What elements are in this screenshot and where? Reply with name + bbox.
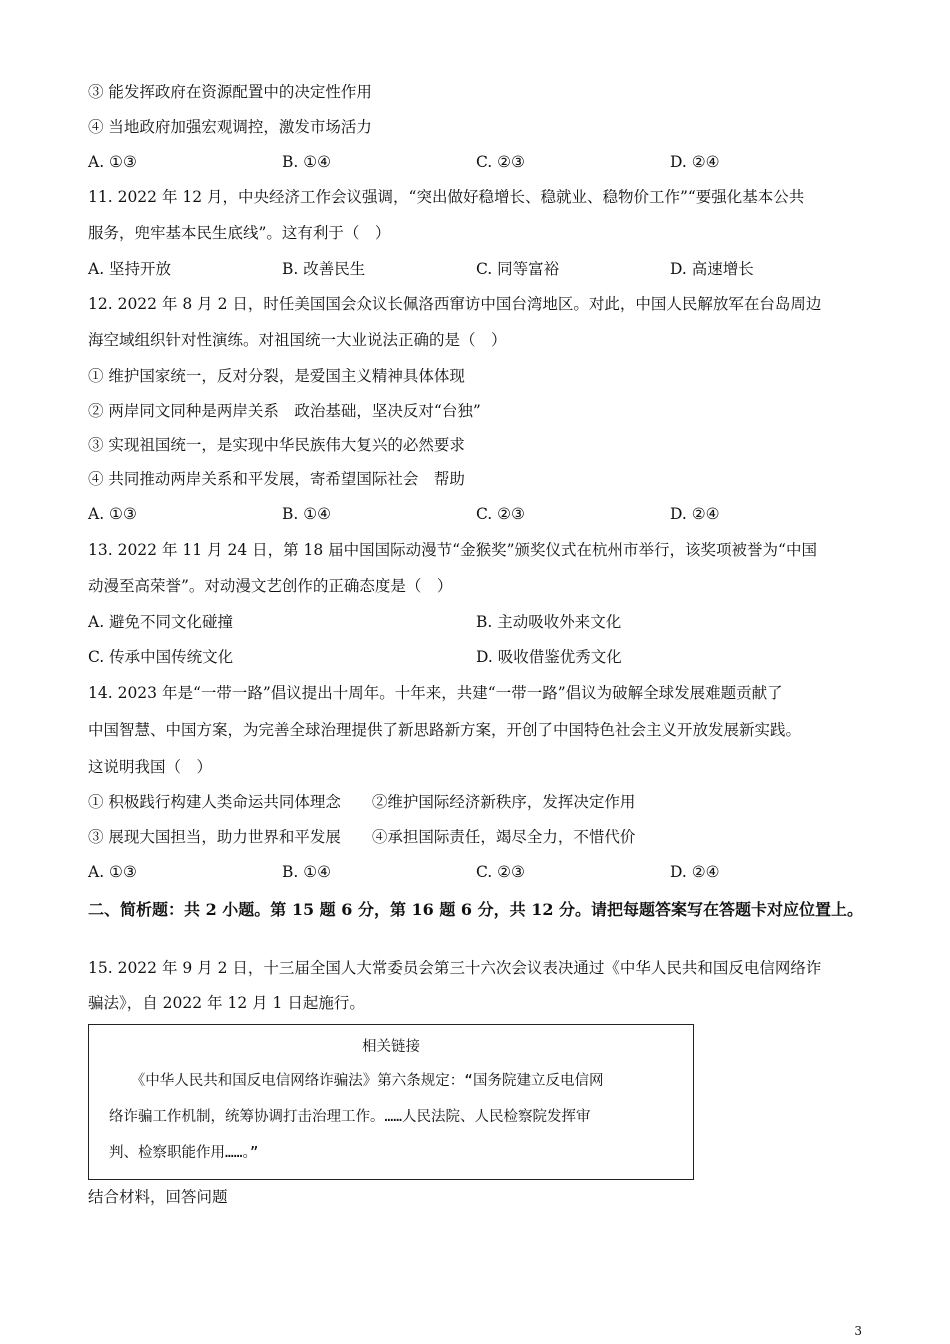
related-link-box [88,1024,694,1180]
q11-option-b: B. 改善民生 [282,260,366,278]
q15-stem-line-1: 15. 2022 年 9 月 2 日，十三届全国人大常委员会第三十六次会议表决通过《中华人民共和国反电信网络诈 [88,959,822,977]
q12-item-3: ③ 实现祖国统一，是实现中华民族伟大复兴的必然要求 [88,436,465,454]
q12-item-4: ④ 共同推动两岸关系和平发展，寄希望国际社会 帮助 [88,470,465,488]
q13-stem-line-2: 动漫至高荣誉”。对动漫文艺创作的正确态度是（ ） [88,577,453,595]
q14-option-a: A. ①③ [88,863,137,881]
related-link-line-1: 《中华人民共和国反电信网络诈骗法》第六条规定：“国务院建立反电信网 [109,1073,604,1089]
related-link-line-2: 络诈骗工作机制，统筹协调打击治理工作。……人民法院、人民检察院发挥审 [109,1109,591,1125]
q12-stem-line-1: 12. 2022 年 8 月 2 日，时任美国国会众议长佩洛西窜访中国台湾地区。对此，中国人民解放军在台岛周边 [88,295,822,313]
q12-item-2: ② 两岸同文同种是两岸关系 政治基础，坚决反对“台独” [88,402,481,420]
q11-option-a: A. 坚持开放 [88,260,172,278]
q13-option-c: C. 传承中国传统文化 [88,648,234,666]
q14-option-b: B. ①④ [282,863,332,881]
q13-option-b: B. 主动吸收外来文化 [476,613,622,631]
related-link-line-3: 判、检察职能作用……。” [109,1145,259,1161]
section-heading: 二、简析题：共 2 小题。第 15 题 6 分，第 16 题 6 分，共 12 分。请把每题答案写在答题卡对应位置上。 [88,900,864,919]
q10-item-3: ③ 能发挥政府在资源配置中的决定性作用 [88,83,372,101]
q15-prompt: 结合材料，回答问题 [88,1188,228,1206]
q10-option-d: D. ②④ [670,153,720,171]
q10-option-b: B. ①④ [282,153,332,171]
q13-option-d: D. 吸收借鉴优秀文化 [476,648,622,666]
q12-option-c: C. ②③ [476,505,525,523]
q10-item-4: ④ 当地政府加强宏观调控，激发市场活力 [88,118,372,136]
q14-items-1-2: ① 积极践行构建人类命运共同体理念 ②维护国际经济新秩序，发挥决定作用 [88,793,636,811]
q15-stem-line-2: 骗法》，自 2022 年 12 月 1 日起施行。 [88,994,365,1012]
q12-option-b: B. ①④ [282,505,332,523]
q10-option-c: C. ②③ [476,153,525,171]
q11-stem-line-1: 11. 2022 年 12 月，中央经济工作会议强调，“突出做好稳增长、稳就业、稳物价工作”“要强化基本公共 [88,188,805,206]
q11-option-c: C. 同等富裕 [476,260,560,278]
q14-stem-line-3: 这说明我国（ ） [88,758,213,776]
q11-stem-line-2: 服务，兜牢基本民生底线”。这有利于（ ） [88,224,391,242]
q13-stem-line-1: 13. 2022 年 11 月 24 日，第 18 届中国国际动漫节“金猴奖”颁奖仪式在杭州市举行，该奖项被誉为“中国 [88,541,817,559]
q12-option-a: A. ①③ [88,505,137,523]
page-number: 3 [854,1324,862,1338]
q13-option-a: A. 避免不同文化碰撞 [88,613,234,631]
q12-stem-line-2: 海空域组织针对性演练。对祖国统一大业说法正确的是（ ） [88,331,507,349]
q14-stem-line-1: 14. 2023 年是“一带一路”倡议提出十周年。十年来，共建“一带一路”倡议为破解全球发展难题贡献了 [88,684,783,702]
q14-stem-line-2: 中国智慧、中国方案，为完善全球治理提供了新思路新方案，开创了中国特色社会主义开放发展新实践。 [88,721,802,739]
q12-option-d: D. ②④ [670,505,720,523]
q12-item-1: ① 维护国家统一，反对分裂，是爱国主义精神具体体现 [88,367,465,385]
q11-option-d: D. 高速增长 [670,260,754,278]
q10-option-a: A. ①③ [88,153,137,171]
q14-option-d: D. ②④ [670,863,720,881]
related-link-title: 相关链接 [362,1039,420,1055]
q14-items-3-4: ③ 展现大国担当，助力世界和平发展 ④承担国际责任，竭尽全力，不惜代价 [88,828,636,846]
q14-option-c: C. ②③ [476,863,525,881]
